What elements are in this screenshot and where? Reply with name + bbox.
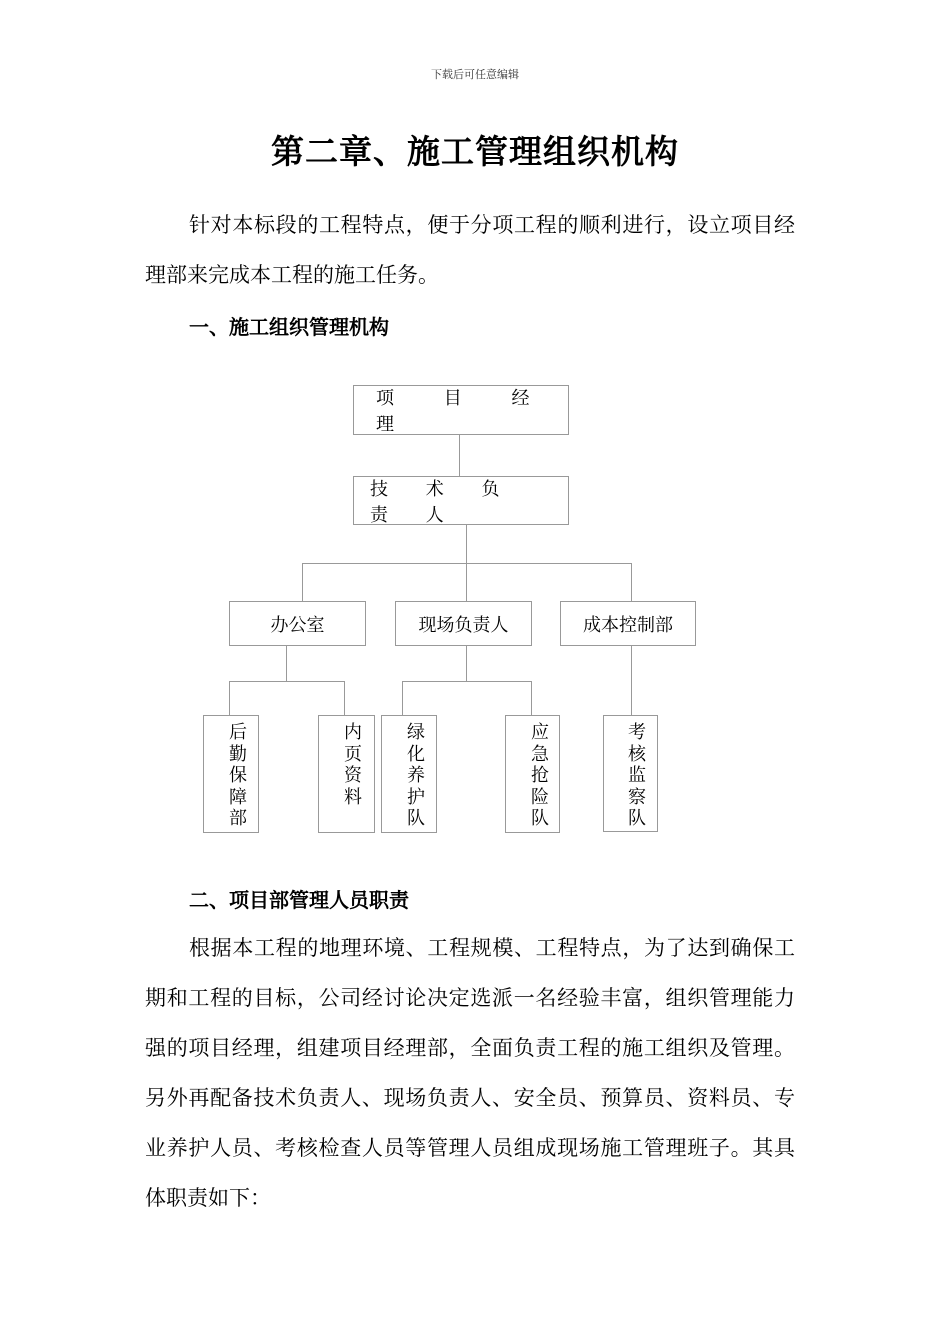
connector-line: [344, 681, 345, 715]
connector-line: [531, 681, 532, 715]
emergency-team-label: 应急抢险队: [531, 722, 549, 829]
section-heading-1: 一、施工组织管理机构: [189, 315, 389, 339]
inspection-team-box: [603, 715, 658, 832]
emergency-team-box: [505, 715, 560, 833]
connector-line: [402, 681, 531, 682]
project-manager-label: 项 目 经 理: [376, 388, 552, 435]
technical-lead-box: [353, 476, 569, 525]
connector-line: [402, 681, 403, 715]
connector-line: [302, 563, 303, 601]
connector-line: [229, 681, 344, 682]
logistics-label: 后勤保障部: [229, 722, 247, 829]
connector-line: [466, 563, 467, 601]
connector-line: [286, 645, 287, 681]
connector-line: [466, 524, 467, 563]
office-box: [229, 601, 366, 646]
inspection-team-label: 考核监察队: [628, 722, 646, 829]
cost-control-label: 成本控制部: [583, 614, 673, 636]
greening-team-box: [381, 715, 437, 833]
connector-line: [302, 563, 632, 564]
connector-line: [229, 681, 230, 715]
section-heading-2: 二、项目部管理人员职责: [189, 888, 409, 912]
technical-lead-label: 技 术 负 责 人: [370, 478, 516, 526]
connector-line: [459, 434, 460, 476]
body-paragraph: 根据本工程的地理环境、工程规模、工程特点，为了达到确保工期和工程的目标，公司经讨论决定选派一名经验丰富，组织管理能力强的项目经理，组建项目经理部，全面负责工程的施工组织及管理。另外再配备技术负责人、现场负责人、安全员、预算员、资料员、专业养护人员、考核检查人员等管理人员组成现场施工管理班子。其具体职责如下：: [145, 936, 795, 1210]
intro-paragraph: 针对本标段的工程特点，便于分项工程的顺利进行，设立项目经理部来完成本工程的施工任务。: [145, 213, 795, 287]
page-title: 第二章、施工管理组织机构: [271, 132, 679, 171]
site-lead-box: [395, 601, 532, 646]
connector-line: [631, 563, 632, 601]
connector-line: [631, 645, 632, 715]
project-manager-box: [353, 385, 569, 435]
cost-control-box: [560, 601, 696, 646]
greening-team-label: 绿化养护队: [407, 722, 425, 829]
connector-line: [466, 645, 467, 681]
site-lead-label: 现场负责人: [418, 614, 509, 636]
logistics-box: [203, 715, 259, 833]
documents-label: 内页资料: [344, 722, 362, 808]
office-label: 办公室: [270, 614, 325, 636]
documents-box: [318, 715, 375, 833]
header-note: 下载后可任意编辑: [431, 68, 519, 81]
